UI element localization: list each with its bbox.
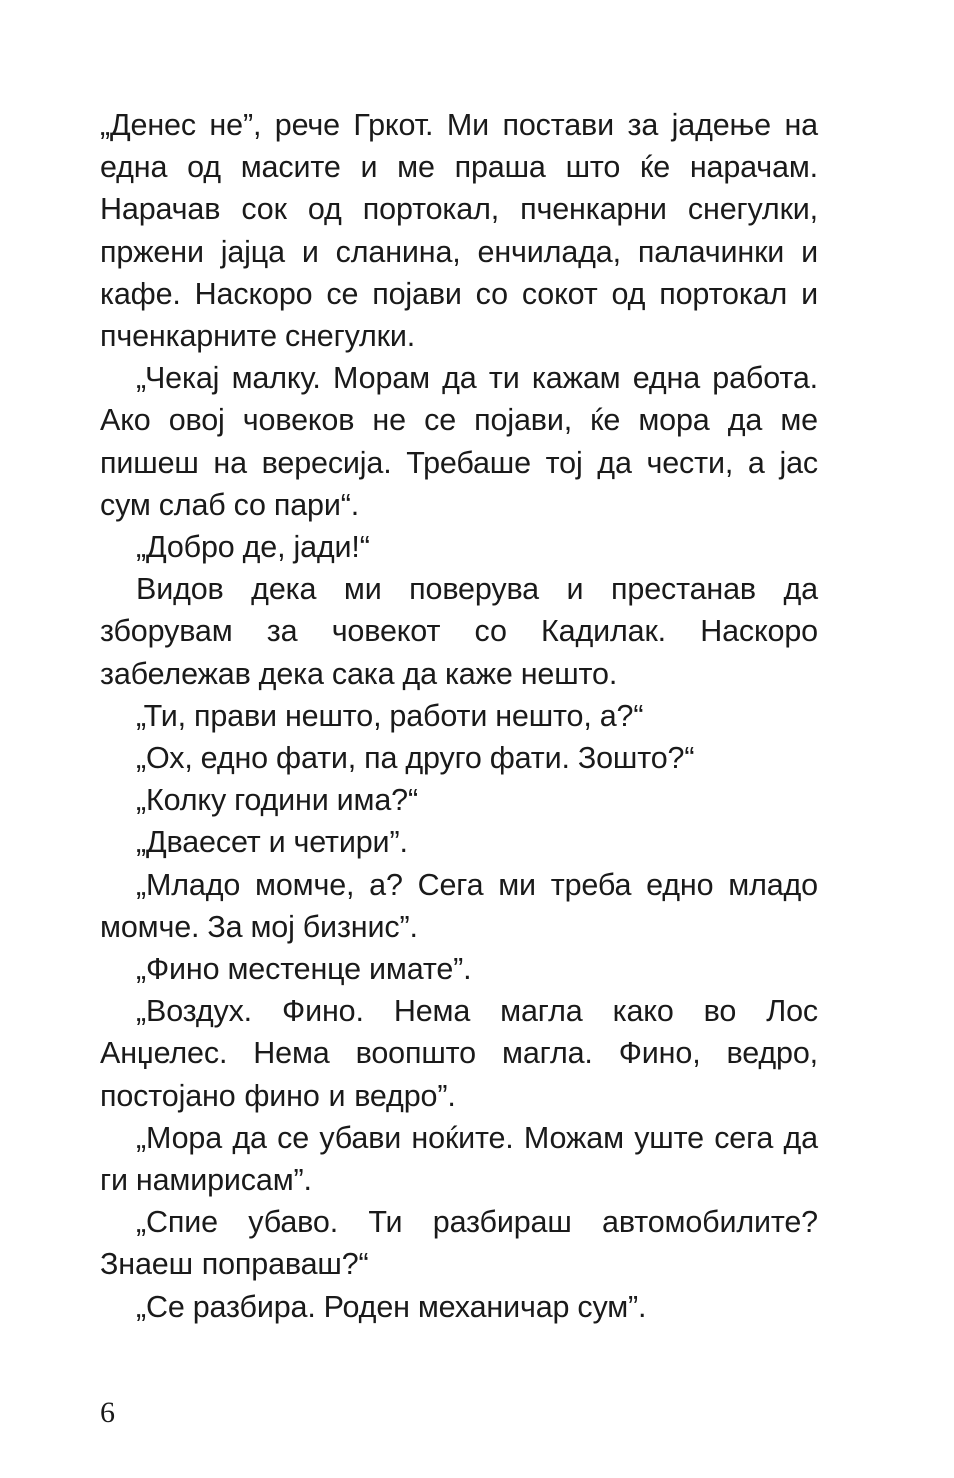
paragraph-13: „Спие убаво. Ти разбираш автомобилите? Знаеш поправаш?“ <box>100 1205 818 1282</box>
paragraph-5: „Ти, прави нешто, работи нешто, а?“ <box>136 698 644 733</box>
paragraph-7: „Колку години има?“ <box>136 783 418 818</box>
paragraph-12: „Мора да се убави ноќите. Можам уште сега да ги намирисам”. <box>100 1120 818 1198</box>
paragraph-4: Видов дека ми поверува и престанав да зборувам за човекот со Кадилак. Наскоро забележав дека сака да каже нешто. <box>100 572 818 691</box>
paragraph-1: „Денес не”, рече Гркот. Ми постави за јадење на една од масите и ме праша што ќе нарачам. Нарачав сок од портокал, пченкарни снегулки, пржени јајца и сланина, енчилада, палачинки и кафе. Наскоро се појави со сокот од портокал и пченкарните снегулки. <box>100 108 818 354</box>
page-text-block <box>100 104 818 1328</box>
paragraph-8: „Дваесет и четири”. <box>136 825 408 860</box>
page-number: 6 <box>100 1396 115 1429</box>
paragraph-9: „Младо момче, а? Сега ми треба едно младо момче. За мој бизнис”. <box>100 867 818 944</box>
paragraph-3: „Добро де, јади!“ <box>136 530 370 565</box>
paragraph-6: „Ох, едно фати, па друго фати. Зошто?“ <box>136 741 695 776</box>
paragraph-11: „Воздух. Фино. Нема магла како во Лос Анџелес. Нема воопшто магла. Фино, ведро, постојано фино и ведро”. <box>100 994 818 1113</box>
paragraph-10: „Фино местенце имате”. <box>136 952 472 987</box>
paragraph-2: „Чекај малку. Морам да ти кажам една работа. Ако овој човеков не се појави, ќе мора да ме пишеш на вересија. Требаше тој да чести, а јас сум слаб со пари“. <box>100 361 818 522</box>
paragraph-14: „Се разбира. Роден механичар сум”. <box>136 1289 647 1324</box>
